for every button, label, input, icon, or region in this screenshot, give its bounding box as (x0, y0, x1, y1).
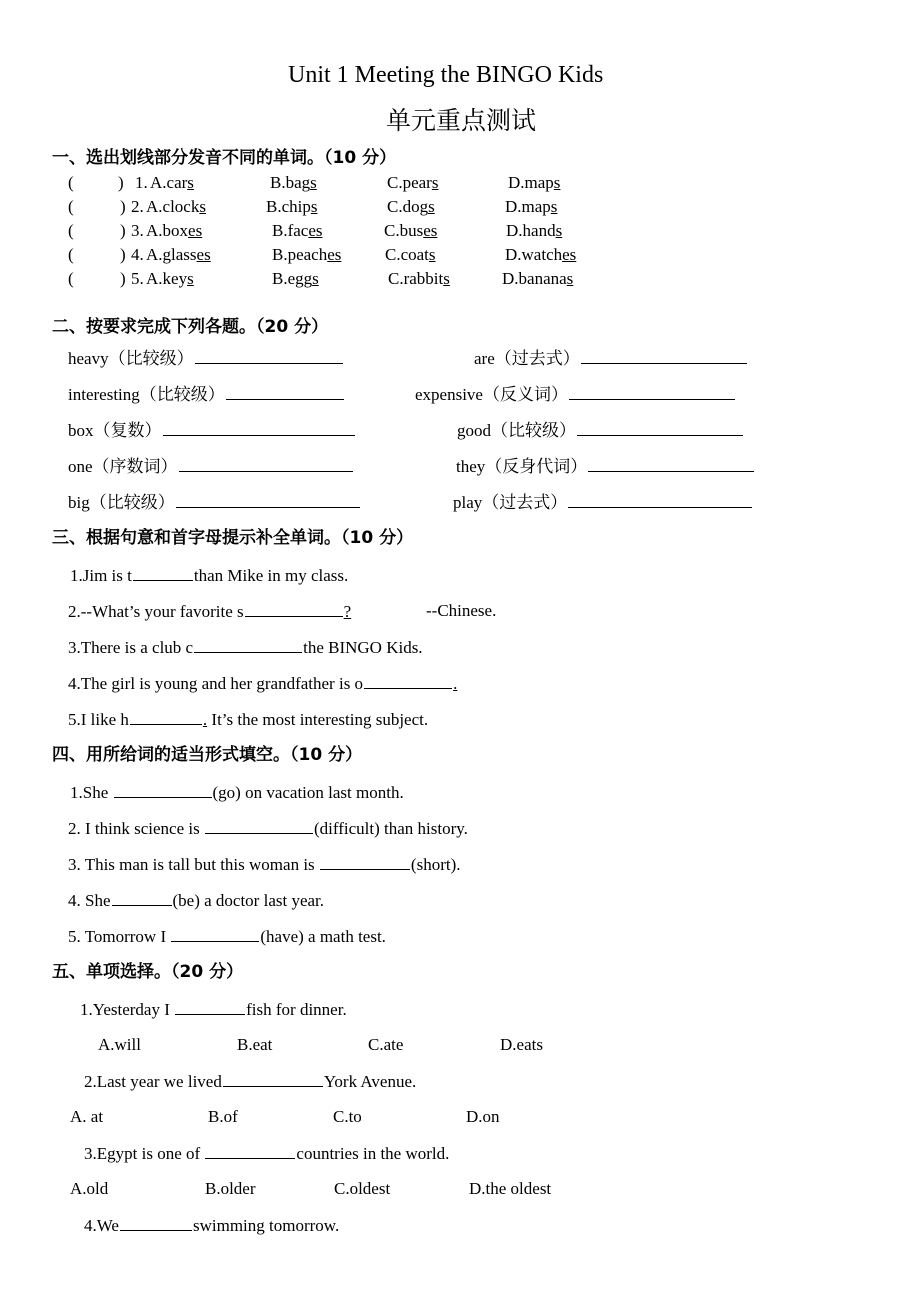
choice-option: C.to (333, 1107, 362, 1126)
answer-paren-close: ) (120, 197, 126, 216)
page-subtitle: 单元重点测试 (386, 108, 537, 135)
option-d: D.hands (506, 221, 563, 240)
question-number: 5. (131, 269, 144, 288)
page-title: Unit 1 Meeting the BINGO Kids (288, 62, 604, 88)
option-d: D.bananas (502, 269, 574, 288)
answer-paren-close: ) (120, 269, 126, 288)
option-b: B.peaches (272, 245, 342, 264)
option-d: D.maps (508, 173, 561, 192)
answer-paren-open: ( (68, 173, 74, 192)
answer-blank[interactable] (588, 455, 754, 472)
form-question-1: 1.She (go) on vacation last month. (70, 783, 404, 802)
initial-question-4: 4.The girl is young and her grandfather is o . (68, 674, 458, 693)
answer-paren-close: ) (118, 173, 124, 192)
option-c: C.dogs (387, 197, 435, 216)
form-question-3: 3. This man is tall but this woman is (short). (68, 855, 461, 874)
form-question-5: 5. Tomorrow I (have) a math test. (68, 927, 386, 946)
word-item-right: play（过去式） (453, 491, 753, 514)
answer-paren-close: ) (120, 221, 126, 240)
answer-blank[interactable] (569, 383, 735, 400)
option-b: B.bags (270, 173, 317, 192)
initial-question-2-answer: --Chinese. (426, 601, 497, 620)
answer-blank[interactable] (205, 817, 313, 834)
answer-blank[interactable] (194, 636, 302, 653)
option-d: D.watches (505, 245, 577, 264)
form-question-4: 4. She (be) a doctor last year. (68, 891, 325, 910)
option-d: D.maps (505, 197, 558, 216)
answer-blank[interactable] (581, 347, 747, 364)
choice-option: D.eats (500, 1035, 543, 1054)
word-item-right: good（比较级） (457, 419, 744, 442)
answer-blank[interactable] (176, 491, 360, 508)
section-2-heading: 二、按要求完成下列各题。（20 分） (52, 317, 329, 337)
choice-option: B.older (205, 1179, 256, 1198)
option-c: C.pears (387, 173, 439, 192)
word-item-right: are（过去式） (474, 347, 748, 370)
word-item-left: box（复数） (68, 419, 356, 442)
choice-option: C.oldest (334, 1179, 391, 1198)
answer-paren-open: ( (68, 269, 74, 288)
initial-question-1: 1.Jim is t than Mike in my class. (70, 566, 349, 585)
answer-blank[interactable] (114, 781, 212, 798)
initial-question-5: 5.I like h . It’s the most interesting subject. (68, 710, 429, 729)
answer-blank[interactable] (245, 600, 343, 617)
section-4-heading: 四、用所给词的适当形式填空。（10 分） (52, 745, 363, 765)
word-item-right: they（反身代词） (456, 455, 755, 478)
choice-option: B.eat (237, 1035, 273, 1054)
option-c: C.rabbits (388, 269, 450, 288)
answer-blank[interactable] (195, 347, 343, 364)
choice-option: B.of (208, 1107, 238, 1126)
word-item-left: big（比较级） (68, 491, 361, 514)
option-a: A.clocks (146, 197, 206, 216)
answer-blank[interactable] (175, 998, 245, 1015)
option-b: B.faces (272, 221, 323, 240)
section-1-heading: 一、选出划线部分发音不同的单词。（10 分） (52, 148, 397, 168)
form-question-2: 2. I think science is (difficult) than history. (68, 819, 468, 838)
option-b: B.chips (266, 197, 318, 216)
option-a: A.keys (146, 269, 194, 288)
answer-blank[interactable] (226, 383, 344, 400)
choice-option: D.on (466, 1107, 500, 1126)
answer-blank[interactable] (568, 491, 752, 508)
option-c: C.buses (384, 221, 438, 240)
option-c: C.coats (385, 245, 436, 264)
question-number: 2. (131, 197, 144, 216)
answer-paren-open: ( (68, 245, 74, 264)
option-a: A.glasses (146, 245, 211, 264)
choice-question-4: 4.We swimming tomorrow. (84, 1216, 340, 1235)
choice-question-1: 1.Yesterday I fish for dinner. (80, 1000, 347, 1019)
initial-question-3: 3.There is a club c the BINGO Kids. (68, 638, 423, 657)
word-item-right: expensive（反义词） (415, 383, 736, 406)
question-number: 4. (131, 245, 144, 264)
answer-blank[interactable] (163, 419, 355, 436)
answer-paren-open: ( (68, 221, 74, 240)
word-item-left: one（序数词） (68, 455, 354, 478)
answer-paren-open: ( (68, 197, 74, 216)
choice-option: D.the oldest (469, 1179, 552, 1198)
choice-question-3: 3.Egypt is one of countries in the world. (84, 1144, 450, 1163)
section-5-heading: 五、单项选择。（20 分） (52, 962, 244, 982)
initial-question-2: 2.--What’s your favorite s ? (68, 602, 352, 621)
answer-blank[interactable] (223, 1070, 323, 1087)
word-item-left: heavy（比较级） (68, 347, 344, 370)
option-b: B.eggs (272, 269, 319, 288)
answer-blank[interactable] (320, 853, 410, 870)
question-number: 3. (131, 221, 144, 240)
answer-blank[interactable] (179, 455, 353, 472)
option-a: A.boxes (146, 221, 203, 240)
choice-option: A.will (98, 1035, 141, 1054)
answer-blank[interactable] (130, 708, 202, 725)
answer-blank[interactable] (577, 419, 743, 436)
choice-option: A. at (70, 1107, 104, 1126)
section-3-heading: 三、根据句意和首字母提示补全单词。（10 分） (52, 528, 414, 548)
answer-blank[interactable] (364, 672, 452, 689)
choice-question-2: 2.Last year we lived York Avenue. (84, 1072, 417, 1091)
question-number: 1. (135, 173, 148, 192)
answer-blank[interactable] (120, 1214, 192, 1231)
answer-paren-close: ) (120, 245, 126, 264)
option-a: A.cars (150, 173, 194, 192)
answer-blank[interactable] (112, 889, 172, 906)
answer-blank[interactable] (133, 564, 193, 581)
word-item-left: interesting（比较级） (68, 383, 345, 406)
choice-option: A.old (70, 1179, 109, 1198)
answer-blank[interactable] (205, 1142, 295, 1159)
answer-blank[interactable] (171, 925, 259, 942)
choice-option: C.ate (368, 1035, 404, 1054)
